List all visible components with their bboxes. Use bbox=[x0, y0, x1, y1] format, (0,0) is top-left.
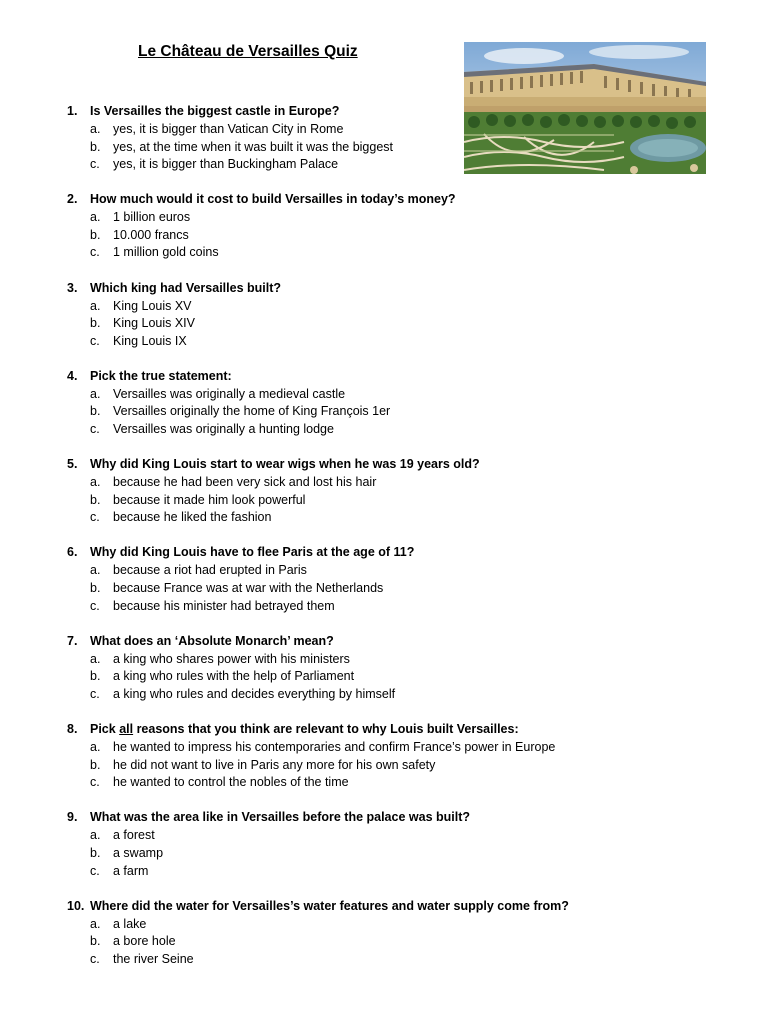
option-c bbox=[90, 598, 335, 616]
question-number: 4. bbox=[67, 368, 78, 383]
question-list bbox=[0, 103, 768, 986]
option-c bbox=[90, 333, 187, 351]
option-text: 10.000 francs bbox=[113, 227, 189, 242]
option-letter: b. bbox=[90, 845, 101, 860]
option-text: King Louis XIV bbox=[113, 316, 195, 331]
option-a bbox=[90, 474, 376, 492]
option-text: because France was at war with the Netherlands bbox=[113, 581, 384, 596]
option-b bbox=[90, 492, 305, 510]
option-text: the river Seine bbox=[113, 951, 194, 966]
option-text: because it made him look powerful bbox=[113, 492, 306, 507]
option-b bbox=[90, 403, 390, 421]
option-letter: b. bbox=[90, 757, 101, 772]
question-text: Is Versailles the biggest castle in Europe? bbox=[90, 104, 340, 118]
option-text: a farm bbox=[113, 863, 149, 878]
option-letter: a. bbox=[90, 298, 101, 313]
question-9 bbox=[0, 809, 768, 897]
option-text: because his minister had betrayed them bbox=[113, 598, 335, 613]
option-c bbox=[90, 156, 338, 174]
option-b bbox=[90, 580, 383, 598]
option-text: a king who rules and decides everything by himself bbox=[113, 686, 396, 701]
question-number: 3. bbox=[67, 280, 78, 295]
option-text: 1 billion euros bbox=[113, 210, 191, 225]
option-text: a king who rules with the help of Parliament bbox=[113, 669, 355, 684]
question-text: Which king had Versailles built? bbox=[90, 280, 282, 295]
option-c bbox=[90, 244, 219, 262]
question-3 bbox=[0, 280, 768, 368]
option-letter: b. bbox=[90, 934, 101, 949]
option-letter: c. bbox=[90, 686, 100, 701]
option-letter: a. bbox=[90, 916, 101, 931]
question-text: What does an ‘Absolute Monarch’ mean? bbox=[90, 633, 334, 648]
question-text-pre: Pick bbox=[90, 722, 120, 737]
option-a bbox=[90, 916, 146, 934]
option-b bbox=[90, 845, 163, 863]
option-text: because a riot had erupted in Paris bbox=[113, 563, 307, 578]
option-a bbox=[90, 121, 343, 139]
option-b bbox=[90, 668, 354, 686]
option-letter: a. bbox=[90, 122, 101, 136]
option-letter: c. bbox=[90, 422, 100, 437]
question-number: 5. bbox=[67, 457, 78, 472]
option-a bbox=[90, 386, 345, 404]
option-a bbox=[90, 209, 190, 227]
option-b bbox=[90, 933, 176, 951]
question-7 bbox=[0, 633, 768, 721]
option-letter: b. bbox=[90, 492, 101, 507]
option-letter: c. bbox=[90, 775, 100, 790]
option-letter: a. bbox=[90, 475, 101, 490]
option-b bbox=[90, 757, 435, 775]
option-letter: b. bbox=[90, 581, 101, 596]
option-letter: a. bbox=[90, 651, 101, 666]
question-8 bbox=[0, 721, 768, 809]
option-text: Versailles was originally a medieval castle bbox=[113, 386, 346, 401]
option-letter: a. bbox=[90, 563, 101, 578]
question-number: 6. bbox=[67, 545, 78, 560]
option-text: yes, it is bigger than Vatican City in Rome bbox=[113, 122, 344, 136]
option-text: King Louis IX bbox=[113, 333, 187, 348]
option-c bbox=[90, 509, 271, 527]
option-letter: b. bbox=[90, 404, 101, 419]
option-letter: c. bbox=[90, 951, 100, 966]
option-letter: c. bbox=[90, 157, 100, 172]
page-title: Le Château de Versailles Quiz bbox=[138, 43, 358, 60]
question-text: Why did King Louis start to wear wigs when he was 19 years old? bbox=[90, 457, 480, 472]
question-number: 2. bbox=[67, 192, 78, 207]
option-c bbox=[90, 863, 148, 881]
question-5 bbox=[0, 456, 768, 544]
option-c bbox=[90, 951, 194, 969]
option-letter: c. bbox=[90, 245, 100, 260]
question-text: What was the area like in Versailles before the palace was built? bbox=[90, 810, 471, 825]
option-letter: a. bbox=[90, 386, 101, 401]
question-4 bbox=[0, 368, 768, 456]
option-text: because he liked the fashion bbox=[113, 510, 272, 525]
question-number: 9. bbox=[67, 810, 78, 825]
question-text-post: reasons that you think are relevant to why Louis built Versailles: bbox=[133, 722, 519, 737]
question-number: 8. bbox=[67, 722, 78, 737]
option-text: yes, it is bigger than Buckingham Palace bbox=[113, 157, 339, 172]
option-c bbox=[90, 686, 395, 704]
option-a bbox=[90, 827, 155, 845]
question-2 bbox=[0, 191, 768, 279]
option-a bbox=[90, 562, 307, 580]
question-number: 7. bbox=[67, 633, 78, 648]
option-letter: a. bbox=[90, 210, 101, 225]
option-letter: c. bbox=[90, 510, 100, 525]
question-number: 10. bbox=[67, 898, 85, 913]
option-text: yes, at the time when it was built it was the biggest bbox=[113, 139, 393, 154]
option-text: Versailles was originally a hunting lodge bbox=[113, 422, 334, 437]
option-text: a lake bbox=[113, 916, 147, 931]
option-letter: c. bbox=[90, 598, 100, 613]
question-6 bbox=[0, 544, 768, 632]
option-c bbox=[90, 421, 334, 439]
option-b bbox=[90, 139, 393, 157]
option-text: King Louis XV bbox=[113, 298, 192, 313]
option-text: a swamp bbox=[113, 845, 164, 860]
option-b bbox=[90, 227, 189, 245]
option-letter: c. bbox=[90, 863, 100, 878]
option-letter: b. bbox=[90, 316, 101, 331]
option-letter: a. bbox=[90, 740, 101, 755]
option-text: he wanted to control the nobles of the time bbox=[113, 775, 349, 790]
option-b bbox=[90, 315, 195, 333]
question-1 bbox=[0, 103, 768, 191]
question-text: Pick the true statement: bbox=[90, 368, 232, 383]
question-text: Where did the water for Versailles’s water features and water supply come from? bbox=[90, 898, 569, 913]
question-text: How much would it cost to build Versailles in today’s money? bbox=[90, 192, 456, 207]
question-text bbox=[90, 721, 519, 737]
option-letter: b. bbox=[90, 139, 101, 154]
question-10 bbox=[0, 898, 768, 986]
option-letter: b. bbox=[90, 669, 101, 684]
option-text: 1 million gold coins bbox=[113, 245, 219, 260]
option-text: a bore hole bbox=[113, 934, 176, 949]
question-text-emphasis: all bbox=[119, 722, 134, 737]
option-text: he did not want to live in Paris any more for his own safety bbox=[113, 757, 436, 772]
option-text: Versailles originally the home of King François 1er bbox=[113, 404, 391, 419]
option-c bbox=[90, 774, 349, 792]
option-text: because he had been very sick and lost his hair bbox=[113, 475, 377, 490]
option-text: a king who shares power with his ministers bbox=[113, 651, 350, 666]
option-a bbox=[90, 651, 350, 669]
question-number: 1. bbox=[67, 104, 78, 118]
option-letter: c. bbox=[90, 333, 100, 348]
option-letter: a. bbox=[90, 828, 101, 843]
option-a bbox=[90, 739, 555, 757]
option-text: he wanted to impress his contemporaries and confirm France’s power in Europe bbox=[113, 740, 556, 755]
question-text: Why did King Louis have to flee Paris at the age of 11? bbox=[90, 545, 415, 560]
option-text: a forest bbox=[113, 828, 155, 843]
option-a bbox=[90, 298, 192, 316]
option-letter: b. bbox=[90, 227, 101, 242]
